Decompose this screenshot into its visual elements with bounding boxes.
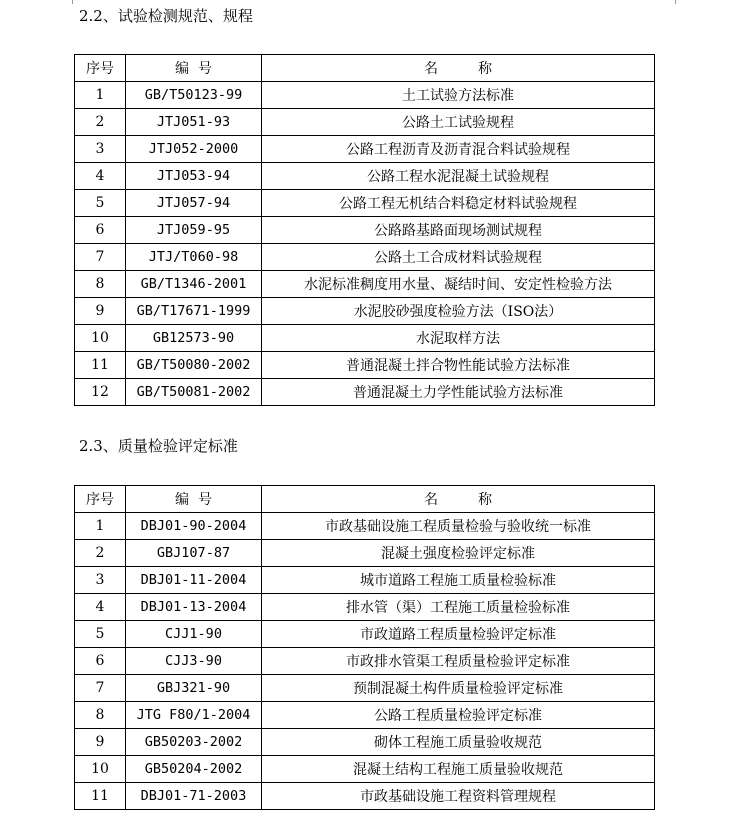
- cell-no: 8: [75, 702, 126, 729]
- cell-code: CJJ3-90: [126, 648, 262, 675]
- cell-name: 公路工程无机结合料稳定材料试验规程: [262, 190, 655, 217]
- cell-code: GB/T50080-2002: [126, 352, 262, 379]
- cell-code: GB/T50081-2002: [126, 379, 262, 406]
- table-row: [75, 136, 655, 163]
- cell-code: DBJ01-13-2004: [126, 594, 262, 621]
- cell-name: 砌体工程施工质量验收规范: [262, 729, 655, 756]
- cell-code: DBJ01-90-2004: [126, 513, 262, 540]
- cell-name: 水泥标准稠度用水量、凝结时间、安定性检验方法: [262, 271, 655, 298]
- cell-name: 市政排水管渠工程质量检验评定标准: [262, 648, 655, 675]
- table-row: [75, 513, 655, 540]
- cell-no: 5: [75, 621, 126, 648]
- table-row: [75, 675, 655, 702]
- cell-name: 公路工程水泥混凝土试验规程: [262, 163, 655, 190]
- page-corner-mark-left: [72, 0, 73, 4]
- cell-code: GB/T17671-1999: [126, 298, 262, 325]
- cell-name: 公路工程质量检验评定标准: [262, 702, 655, 729]
- cell-code: GBJ107-87: [126, 540, 262, 567]
- table-header-row: [75, 486, 655, 513]
- cell-name: 公路工程沥青及沥青混合料试验规程: [262, 136, 655, 163]
- table-row: [75, 567, 655, 594]
- section-title-test-specs: 2.2、试验检测规范、规程: [79, 7, 253, 25]
- cell-no: 12: [75, 379, 126, 406]
- cell-name: 市政基础设施工程质量检验与验收统一标准: [262, 513, 655, 540]
- cell-name: 公路土工试验规程: [262, 109, 655, 136]
- cell-name: 市政基础设施工程资料管理规程: [262, 783, 655, 810]
- cell-code: CJJ1-90: [126, 621, 262, 648]
- cell-name: 城市道路工程施工质量检验标准: [262, 567, 655, 594]
- page-corner-mark-right: [675, 0, 676, 4]
- test-specs-table: [74, 54, 655, 406]
- cell-no: 2: [75, 109, 126, 136]
- cell-name: 水泥取样方法: [262, 325, 655, 352]
- cell-no: 6: [75, 648, 126, 675]
- cell-name: 普通混凝土拌合物性能试验方法标准: [262, 352, 655, 379]
- cell-name: 混凝土结构工程施工质量验收规范: [262, 756, 655, 783]
- cell-code: GBJ321-90: [126, 675, 262, 702]
- cell-name: 预制混凝土构件质量检验评定标准: [262, 675, 655, 702]
- cell-no: 10: [75, 325, 126, 352]
- cell-name: 公路路基路面现场测试规程: [262, 217, 655, 244]
- cell-code: JTG F80/1-2004: [126, 702, 262, 729]
- cell-no: 6: [75, 217, 126, 244]
- table-row: [75, 82, 655, 109]
- table-row: [75, 352, 655, 379]
- cell-name: 普通混凝土力学性能试验方法标准: [262, 379, 655, 406]
- cell-no: 9: [75, 729, 126, 756]
- cell-name: 土工试验方法标准: [262, 82, 655, 109]
- table-row: [75, 379, 655, 406]
- table-header-row: [75, 55, 655, 82]
- cell-code: GB50204-2002: [126, 756, 262, 783]
- cell-code: GB/T1346-2001: [126, 271, 262, 298]
- cell-no: 5: [75, 190, 126, 217]
- cell-no: 7: [75, 675, 126, 702]
- table-row: [75, 163, 655, 190]
- header-code: 编 号: [126, 486, 262, 513]
- table-row: [75, 648, 655, 675]
- cell-code: GB50203-2002: [126, 729, 262, 756]
- table-row: [75, 756, 655, 783]
- cell-code: JTJ053-94: [126, 163, 262, 190]
- cell-no: 11: [75, 783, 126, 810]
- table-row: [75, 325, 655, 352]
- cell-code: JTJ059-95: [126, 217, 262, 244]
- cell-no: 2: [75, 540, 126, 567]
- header-no: 序号: [75, 55, 126, 82]
- cell-no: 7: [75, 244, 126, 271]
- test-specs-table-body: [75, 82, 655, 406]
- cell-code: JTJ051-93: [126, 109, 262, 136]
- cell-name: 水泥胶砂强度检验方法（ISO法）: [262, 298, 655, 325]
- cell-no: 8: [75, 271, 126, 298]
- table-row: [75, 702, 655, 729]
- section-title-quality-standards: 2.3、质量检验评定标准: [79, 437, 238, 455]
- cell-code: DBJ01-71-2003: [126, 783, 262, 810]
- table-row: [75, 540, 655, 567]
- cell-name: 排水管（渠）工程施工质量检验标准: [262, 594, 655, 621]
- cell-no: 1: [75, 513, 126, 540]
- table-row: [75, 783, 655, 810]
- cell-code: JTJ052-2000: [126, 136, 262, 163]
- cell-no: 10: [75, 756, 126, 783]
- table-row: [75, 298, 655, 325]
- table-row: [75, 594, 655, 621]
- cell-name: 混凝土强度检验评定标准: [262, 540, 655, 567]
- table-row: [75, 190, 655, 217]
- cell-code: DBJ01-11-2004: [126, 567, 262, 594]
- cell-name: 市政道路工程质量检验评定标准: [262, 621, 655, 648]
- cell-no: 1: [75, 82, 126, 109]
- cell-no: 4: [75, 163, 126, 190]
- header-name: 名 称: [262, 55, 655, 82]
- cell-no: 3: [75, 567, 126, 594]
- quality-standards-table: [74, 485, 655, 810]
- cell-no: 3: [75, 136, 126, 163]
- cell-code: GB12573-90: [126, 325, 262, 352]
- header-code: 编 号: [126, 55, 262, 82]
- cell-code: JTJ/T060-98: [126, 244, 262, 271]
- table-row: [75, 271, 655, 298]
- table-row: [75, 109, 655, 136]
- table-row: [75, 729, 655, 756]
- header-no: 序号: [75, 486, 126, 513]
- quality-standards-table-body: [75, 513, 655, 810]
- cell-no: 4: [75, 594, 126, 621]
- cell-code: JTJ057-94: [126, 190, 262, 217]
- table-row: [75, 244, 655, 271]
- header-name: 名 称: [262, 486, 655, 513]
- cell-no: 9: [75, 298, 126, 325]
- table-row: [75, 621, 655, 648]
- table-row: [75, 217, 655, 244]
- cell-name: 公路土工合成材料试验规程: [262, 244, 655, 271]
- cell-no: 11: [75, 352, 126, 379]
- cell-code: GB/T50123-99: [126, 82, 262, 109]
